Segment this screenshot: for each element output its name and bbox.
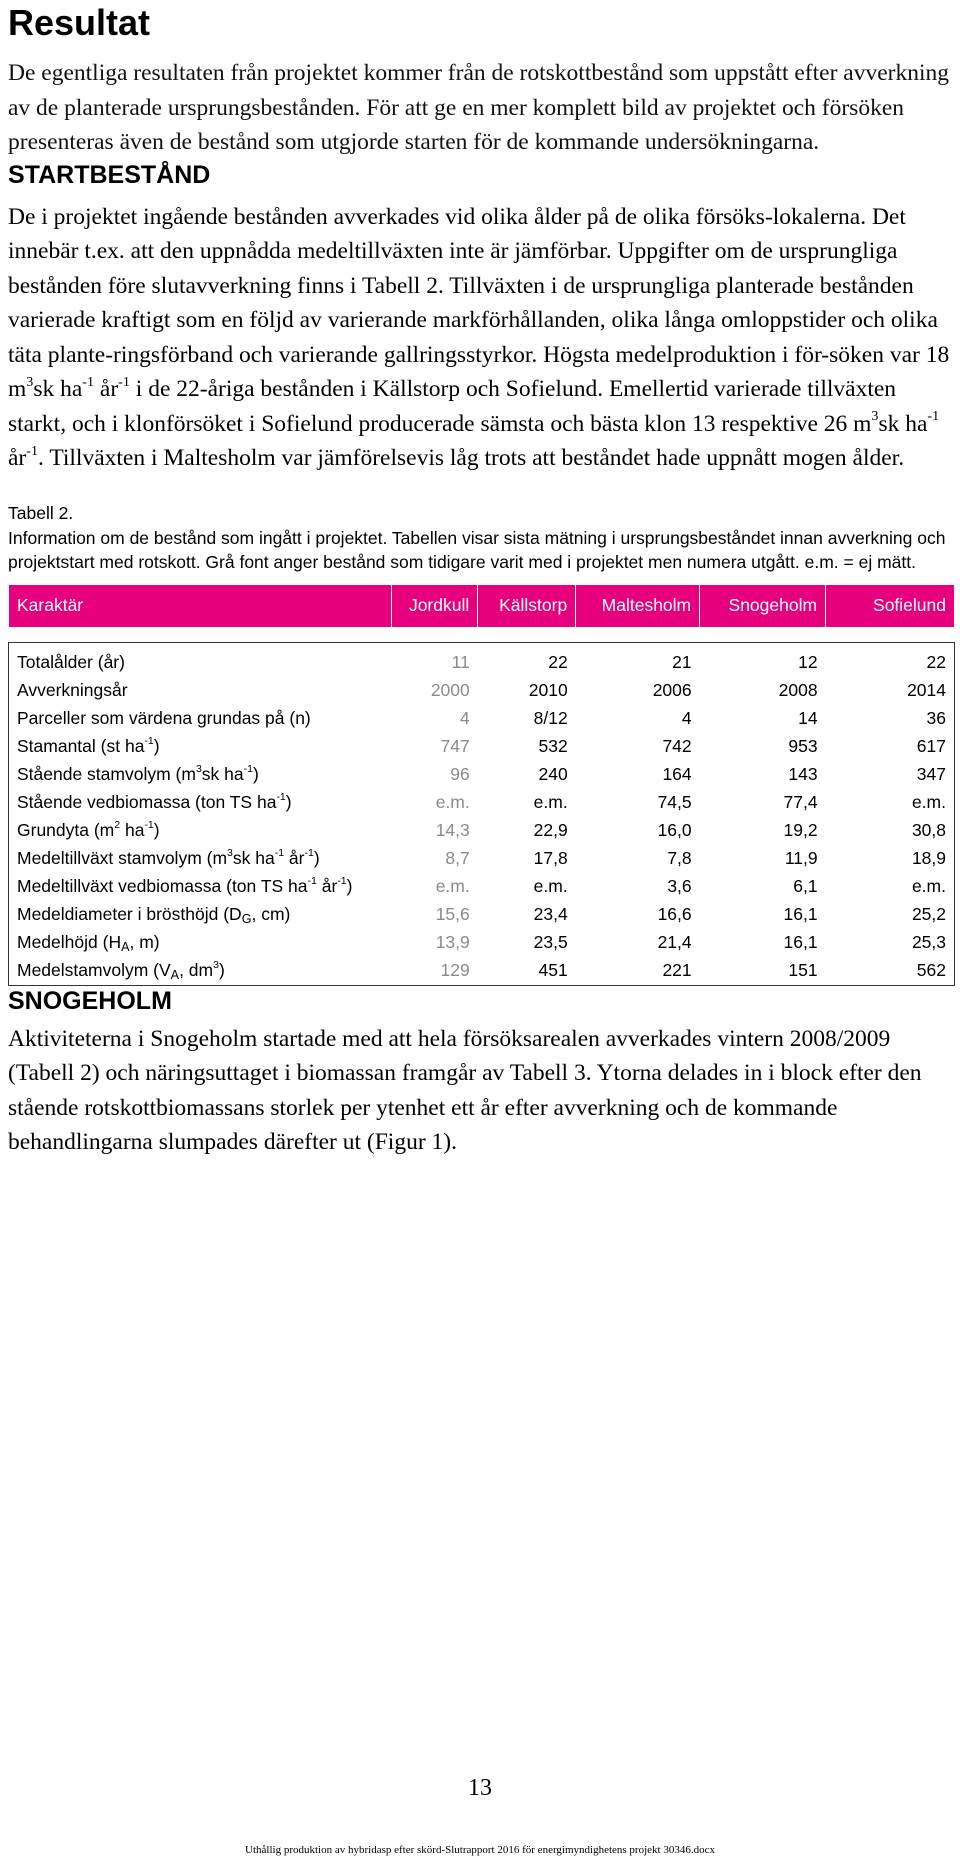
table-label: Tabell 2.	[8, 502, 74, 523]
table-cell: 22	[548, 652, 568, 672]
table-row	[9, 957, 955, 986]
table-cell: 2000	[430, 680, 470, 700]
table-cell: 4	[681, 708, 692, 728]
column-header: Maltesholm	[576, 584, 700, 627]
startbestand-paragraph: De i projektet ingående bestånden avverkades vid olika ålder på de olika försöks-lokalerna. Det innebär t.ex. att den uppnådda medeltillväxten inte är jämförbar. Uppgifter om de ursprungliga bestånden före slutavverkning finns i Tabell 2. Tillväxten i de ursprungliga planterade bestånden varierade kraftigt som en följd av varierande markförhållanden, olika långa omloppstider och olika täta plante-ringsförband och varierande gallringsstyrkor. Högsta medelproduktion i för-söken var 18 $m^3sk$ $ha^{-1}$ $år^{-1}$ i de 22-åriga bestånden i Källstorp och Sofielund. Emellertid varierade tillväxten starkt, och i klonförsöket i Sofielund producerade sämsta och bästa klon 13 respektive 26 $m^3sk$ $ha^{-1}$ $år^{-1}$. Tillväxten i Maltesholm var jämförelsevis låg trots att beståndet hade uppnått mogen ålder.	[8, 203, 950, 471]
table-cell: 13,9	[435, 932, 470, 952]
table-cell: e.m.	[533, 792, 568, 812]
table-row	[9, 733, 955, 761]
table-cell: 617	[916, 736, 946, 756]
row-label: Stamantal (st $ha^{-1}$)	[17, 735, 160, 756]
table-row	[9, 817, 955, 845]
table-cell: 74,5	[657, 792, 692, 812]
row-label: Totalålder (år)	[17, 652, 125, 672]
row-label: Grundyta ($m^2$ $ha^{-1}$)	[17, 819, 160, 840]
table-cell: 25,3	[911, 932, 946, 952]
table-cell: 16,6	[657, 904, 692, 924]
startbestand-heading: STARTBESTÅND	[8, 160, 211, 189]
table-cell: 11,9	[784, 848, 818, 868]
table-cell: 143	[788, 764, 818, 784]
row-label: Stående stamvolym ($m^3sk$ $ha^{-1}$)	[17, 763, 259, 784]
column-header: Sofielund	[826, 584, 955, 627]
row-label: Avverkningsår	[17, 680, 128, 700]
table-cell: 2010	[528, 680, 568, 700]
table-cell: 96	[450, 764, 470, 784]
table-cell: 17,8	[533, 848, 568, 868]
document-page	[8, 0, 952, 1856]
table-row	[9, 642, 955, 677]
snogeholm-paragraph: Aktiviteterna i Snogeholm startade med att hela försöksarealen avverkades vintern 2008/2009 (Tabell 2) och näringsuttaget i biomassan framgår av Tabell 3. Ytorna delades in i block efter den stående rotskottbiomassans storlek per ytenhet ett år efter avverkning och de kommande behandlingarna slumpades därefter ut (Figur 1).	[8, 1025, 922, 1155]
table-cell: 77,4	[783, 792, 818, 812]
table-cell: 18,9	[911, 848, 946, 868]
table-cell: 240	[538, 764, 568, 784]
table-body	[9, 642, 955, 985]
table-header-row	[9, 584, 955, 627]
intro-paragraph: De egentliga resultaten från projektet kommer från de rotskottbestånd som uppstått efter avverkning av de planterade ursprungsbestånden. För att ge en mer komplett bild av projektet och försöken presenteras även de bestånd som utgjorde starten för de kommande undersökningarna.	[8, 60, 949, 155]
table-row	[9, 873, 955, 901]
table-cell: 36	[926, 708, 946, 728]
table-row	[9, 705, 955, 733]
table-cell: 22,9	[533, 820, 568, 840]
column-header: Källstorp	[478, 584, 576, 627]
table-cell: 221	[662, 960, 692, 980]
data-table	[8, 584, 955, 986]
table-cell: e.m.	[533, 876, 568, 896]
table-cell: 2014	[907, 680, 946, 700]
page-footer: Uthållig produktion av hybridasp efter skörd-Slutrapport 2016 för energimyndighetens projekt 30346.docx	[245, 1844, 715, 1856]
table-cell: 16,1	[783, 932, 818, 952]
table-cell: 532	[538, 736, 568, 756]
column-header: Snogeholm	[700, 584, 826, 627]
table-row	[9, 929, 955, 957]
table-cell: 6,1	[793, 876, 818, 896]
table-cell: 8,7	[445, 848, 470, 868]
table-row	[9, 677, 955, 705]
table-cell: 25,2	[911, 904, 946, 924]
table-cell: 30,8	[911, 820, 946, 840]
table-cell: 7,8	[667, 848, 692, 868]
table-cell: 21,4	[657, 932, 692, 952]
table-row	[9, 845, 955, 873]
table-cell: 953	[788, 736, 818, 756]
table-cell: 15,6	[435, 904, 470, 924]
column-header: Jordkull	[392, 584, 478, 627]
table-cell: 3,6	[667, 876, 692, 896]
table-cell: 14	[798, 708, 818, 728]
table-cell: 12	[798, 652, 818, 672]
table-cell: 562	[916, 960, 946, 980]
row-label: Medelhöjd ($H_A$, m)	[17, 932, 160, 955]
table-cell: 21	[672, 652, 692, 672]
table-cell: 4	[460, 708, 470, 728]
table-caption: Information om de bestånd som ingått i projektet. Tabellen visar sista mätning i ursprungsbeståndet innan avverkning och projektstart med rotskott. Grå font anger bestånd som tidigare varit med i projektet men numera utgått. e.m. = ej mätt.	[8, 527, 946, 572]
table-cell: 23,5	[533, 932, 568, 952]
table-cell: 14,3	[435, 820, 470, 840]
row-label: Parceller som värdena grundas på (n)	[17, 708, 311, 728]
table-cell: 23,4	[533, 904, 568, 924]
table-cell: 129	[440, 960, 470, 980]
table-cell: 164	[662, 764, 692, 784]
table-cell: 742	[662, 736, 692, 756]
table-cell: 747	[440, 736, 470, 756]
table-row	[9, 761, 955, 789]
table-cell: e.m.	[435, 876, 470, 896]
table-cell: 8/12	[533, 708, 568, 728]
table-row	[9, 901, 955, 929]
table-cell: e.m.	[911, 876, 946, 896]
table-row	[9, 789, 955, 817]
table-cell: e.m.	[911, 792, 946, 812]
table-cell: 2008	[778, 680, 818, 700]
table-cell: 451	[538, 960, 568, 980]
column-header: Karaktär	[9, 584, 392, 627]
row-label: Stående vedbiomassa (ton TS $ha^{-1}$)	[17, 791, 292, 812]
row-label: Medeltillväxt stamvolym ($m^3sk$ $ha^{-1}$ $år^{-1}$)	[17, 847, 320, 868]
table-cell: 19,2	[783, 820, 818, 840]
row-label: Medeldiameter i brösthöjd ($D_G$, cm)	[17, 904, 291, 927]
table-cell: 2006	[652, 680, 692, 700]
table-cell: 151	[788, 960, 818, 980]
table-cell: 347	[916, 764, 946, 784]
snogeholm-heading: SNOGEHOLM	[8, 986, 172, 1015]
row-label: Medeltillväxt vedbiomassa (ton TS $ha^{-1}$ $år^{-1}$)	[17, 875, 353, 896]
table-cell: 16,1	[783, 904, 818, 924]
page-heading: Resultat	[8, 2, 151, 43]
row-label: Medelstamvolym ($V_A$, $dm^3$)	[17, 959, 225, 983]
table-cell: 11	[451, 652, 470, 672]
table-cell: e.m.	[435, 792, 470, 812]
table-cell: 22	[926, 652, 946, 672]
page-number: 13	[468, 1775, 492, 1801]
table-cell: 16,0	[657, 820, 692, 840]
